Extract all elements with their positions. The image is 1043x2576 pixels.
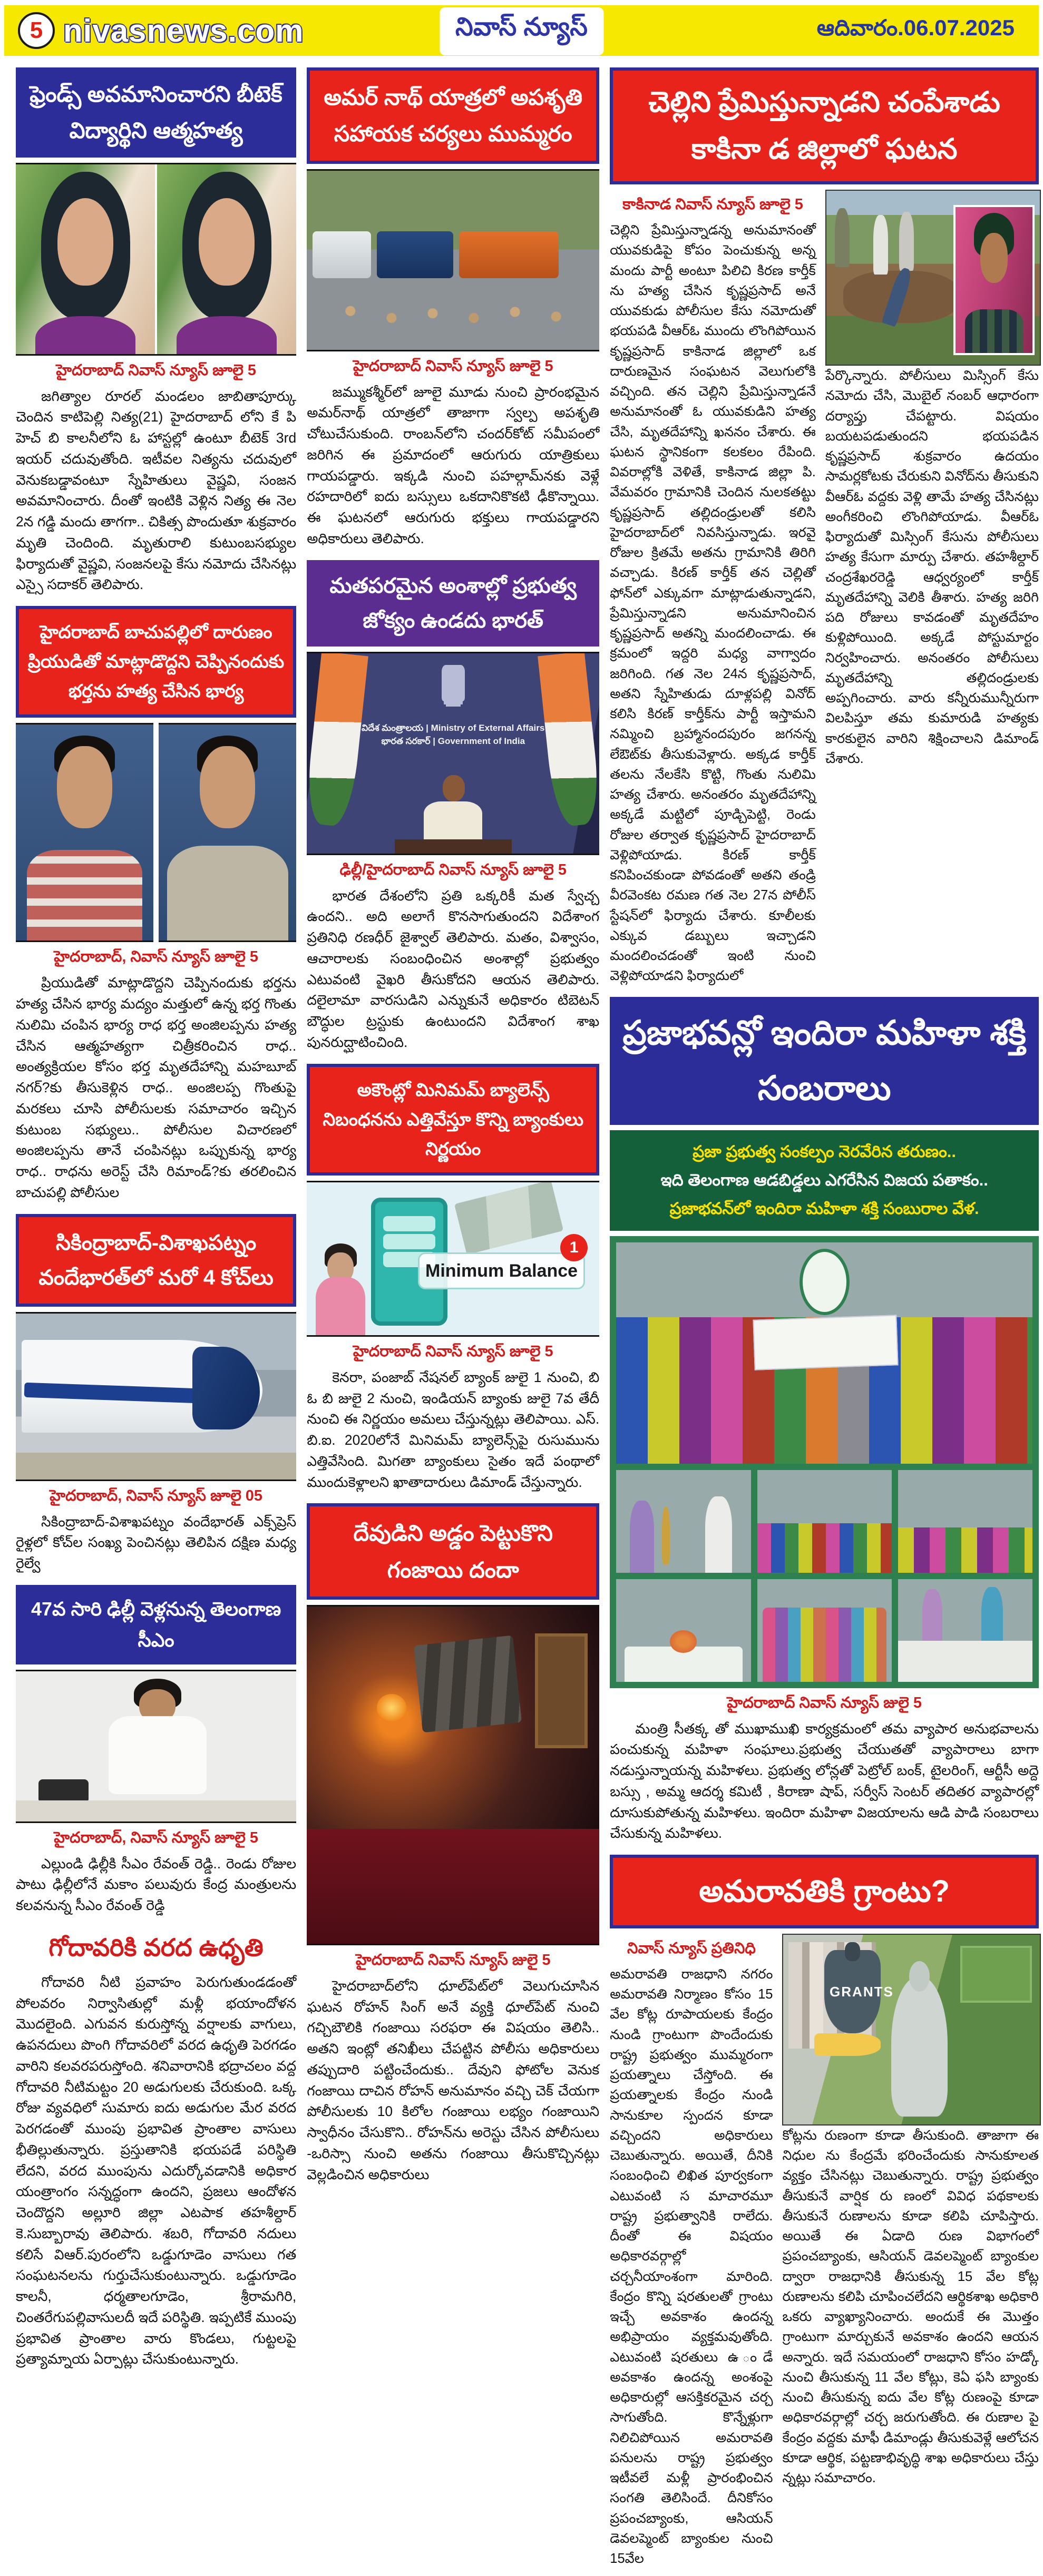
event-photo-collage <box>610 1236 1039 1688</box>
mea-caption-line1: విదేశ మంత్రాలయ | Ministry of External Affairs <box>362 722 545 733</box>
photo-shape <box>313 231 371 278</box>
article-body: ఎల్లుండి ఢిల్లీకి సీఎం రేవంత్ రెడ్డి.. రెండు రోజుల పాటు ఢిల్లీలోనే మకాం పలువురు కేంద్ర మంత్రులను కలవనున్న సీఎం రేవంత్ రెడ్డి <box>16 1855 297 1914</box>
article-amaravati-grant <box>610 1852 1039 2576</box>
india-emblem <box>442 665 465 701</box>
photo-shape <box>845 1942 860 1961</box>
article-body: హైదరాబాద్‌లోని ధూల్‌పేట్‌లో వెలుగుచూసిన ఘటన రోహన్ సింగ్ అనే వ్యక్తి ధూల్‌పేట్ నుంచి గచ్చిబౌలికి గంజాయి సరఫరా ఈ విషయం తెలిసి.. అతని ఇంట్లో తనిఖీలు చేపట్టిన పోలీసు అధికారులు తప్పుదారి పట్టించేందుకు.. దేవుని ఫోటోల వెనుక గంజాయి దాచిన రోహన్ అనుమానం వచ్చి చెక్ చేయగా పోలీసులకు 10 కిలోల గంజాయి లభ్యం గంజాయిని స్వాధీనం చేసుకొని.. రోహన్‌ను అరెస్టు చేసిన పోలీసులు -ఒరిస్సా నుంచి అతను గంజాయి తీసుకొచ్చినట్లు వెల్లడించిన అధికారులు <box>307 1977 600 2182</box>
photo-shape <box>763 1608 886 1681</box>
photo-shape <box>109 1716 207 1794</box>
photo-right-half <box>157 164 296 354</box>
amaravati-text-col2 <box>782 1934 1039 2576</box>
mea-backdrop-caption <box>359 721 547 748</box>
kakinada-article-columns <box>610 190 1039 994</box>
strap-line-2: ఇది తెలంగాణ ఆడబిడ్డలు ఎగరేసిన విజయ పతాకం.. <box>660 1171 988 1190</box>
photo-shape <box>316 1277 365 1335</box>
husband-photo <box>16 723 153 942</box>
headline-indira-mahila-shakti: ప్రజాభవన్లో ఇందిరా మహిళా శక్తి సంబరాలు <box>610 997 1039 1125</box>
article-vandebharat-coaches <box>16 1211 296 1582</box>
photo-shape <box>307 1829 599 1944</box>
group-photo <box>757 1579 892 1682</box>
dateline: హైదరాబాద్ నివాస్ న్యూస్ జులై 5 <box>355 1951 551 1968</box>
minimum-balance-graphic <box>307 1181 599 1337</box>
photo-shape <box>192 1347 260 1430</box>
article-body: గోదావరి నీటి ప్రవాహం పెరుగుతుండడంతో పోలవరం నిర్వాసితుల్లో మళ్లీ భయాందోళన మొదలైంది. ఎగువన కురుస్తోన్న వర్షాలకు వాగులు, ఉపనదులు పొంగి గోదావరిలో వరద ఉధృతి పెరగడం వారిని కలవరపరుస్తోంది. శనివారానికి భద్రాచలం వద్ద గోదావరి నీటిమట్టం 20 అడుగులకు చేరుకుంది. ఒక్క రోజు వ్యవధిలో సుమారు ఐదు అడుగుల మేర వరద పెరగడంతో ముంపు ప్రభావిత ప్రాంతాల వాసులు భీతిల్లుతున్నారు. ప్రస్తుతానికి భయపడే పరిస్థితి లేదని, వరద ముంపును ఎదుర్కోవడానికి అధికార యంత్రాంగం సన్నద్ధంగా ఉందని, ప్రజలు ఆందోళన చెందొద్దని అల్లూరి జిల్లా ఎటపాక తహశీల్దార్ కె.సుబ్బారావు తెలిపారు. శబరి, గోదావరి నదులు కలిసే విఆర్.పురంలోని ఒడ్డుగూడెం వాసులు గత సంఘటనలను గుర్తుచేసుకుంటున్నారు. ఒడ్డుగూడెం కాలనీ, ధర్మతాలగూడెం, శ్రీరామగిరి, చింతరేగుపల్లివాసులదీ ఇదే పరిస్థితి. ఇప్పటికే ముంపు ప్రభావిత ప్రాంతాల వారు కొండలు, గుట్టలపై ప్రత్యామ్నాయ ఏర్పాట్లు చేసుకుంటున్నారు. <box>16 1974 297 2367</box>
photo-shape <box>459 231 559 278</box>
grants-label: GRANTS <box>830 1984 894 2000</box>
article-body: భారత దేశంలోని ప్రతి ఒక్కరికీ మత స్వేచ్చ ఉందని.. అది అలాగే కొనసాగుతుందని విదేశాంగ ప్రతినిధి రణధీర్ జైశ్వాల్ తెలిపారు. మతం, విశ్వాసం, ఆచారాలకు సంబంధించిన అంశాల్లో ప్రభుత్వం ఎటువంటి వైఖరి తీసుకోదని ఆయన తెలిపారు. దలైలామా వారసుడిని ఎన్నుకునే అధికారం టిబెటన్ బౌద్ధుల ట్రస్టుకు ఉంటుందని విదేశాంగ శాఖ పునరుద్ఘాటించింది. <box>307 887 600 1050</box>
hand-shape <box>814 2033 881 2056</box>
pooja-room-photo <box>307 1605 599 1945</box>
photo-shape <box>980 233 1008 282</box>
article-godavari-flood <box>16 1924 296 2377</box>
photo-shape <box>57 746 112 828</box>
photo-shape <box>898 1527 1032 1573</box>
photo-shape <box>981 1587 1003 1649</box>
headline-cm-delhi: 47వ సారి ఢిల్లీ వెళ్లనున్న తెలంగాణ సీఎం <box>16 1585 296 1664</box>
photo-shape <box>16 1800 296 1821</box>
dateline: హైదరాబాద్ నివాస్ న్యూస్ జులై 5 <box>727 1694 922 1711</box>
article-mea-religion <box>307 557 599 1061</box>
vande-bharat-train-photo <box>16 1312 296 1481</box>
exhumation-photo <box>825 190 1041 366</box>
masthead <box>4 5 1039 56</box>
photo-shape <box>424 801 482 841</box>
left-column <box>16 64 296 2377</box>
headline-bachupally-murder: హైదరాబాద్ బాచుపల్లిలో దారుణం ప్రియుడితో మాట్లాడొద్దని చెప్పినందుకు భర్తను హత్య చేసిన భార్య <box>16 606 296 718</box>
buddha-statue-shape <box>891 1976 948 2117</box>
photo-shape <box>898 1641 1032 1682</box>
dateline: హైదరాబాద్ నివాస్ న్యూస్ జూలై 5 <box>353 357 553 375</box>
photo-shape <box>57 198 113 286</box>
photo-shape <box>377 231 453 278</box>
photo-shape <box>395 839 512 854</box>
dais-photo <box>616 1579 750 1682</box>
article-bachupally-murder <box>16 603 296 1211</box>
article-body-col1: అమరావతి రాజధాని నగరం అమరావతి నిర్మాణం కోసం 15 వేల కోట్ల రూపాయలకు కేంద్రం నుండి గ్రాంటుగా పొందేందుకు రాష్ట్ర ప్రభుత్వం ముమ్మరంగా ప్రయత్నాలు చేస్తోంది. ఈ ప్రయత్నాలకు కేంద్రం నుండి సానుకూల స్పందన కూడా వచ్చిందని అధికారులు చెబుతున్నారు. అయితే, దీనికి సంబంధించి లిఖిత పూర్వకంగా ఎటువంటి స మాచారమూ రాష్ట్ర ప్రభుత్వానికి రాలేదు. దీంతో ఈ విషయం అధికారవర్గాల్లో చర్చనీయాంశంగా మారింది. కేంద్రం కొన్ని షరతులతో గ్రాంటు ఇచ్చే అవకాశం ఉందన్న అభిప్రాయం వ్యక్తమవుతోంది. ఎటువంటి షరతులు ఉ ండే అవకాశం ఉందన్న అంశంపై అధికారుల్లో ఆసక్తికరమైన చర్చ సాగుతోంది. కొన్నేళ్లుగా నిలిచిపోయిన అమరావతి పనులను రాష్ట్ర ప్రభుత్వం ఇటీవలే మళ్లీ ప్రారంభించిన సంగతి తెలిసిందే. దీనికోసం ప్రపంచబ్యాంకు, ఆసియన్ డెవలప్మెంట్ బ్యాంకుల నుంచి 15వేల <box>610 1966 773 2567</box>
page-number: 5 <box>30 17 43 43</box>
photo-shape <box>199 198 255 286</box>
article-body-col1: చెల్లిని ప్రేమిస్తున్నాడన్న అనుమానంతో యువకుడిపై కోపం పెంచుకున్న అన్న మందు పార్టీ అంటూ పిలిచి కిరణ కార్తీక్ ను హత్య చేసిన కృష్ణప్రసాద్ అనే యువకుడు పోలీసుల కేసు నమోదుతో భయపడి వీఆర్ఓ ముందు లొంగిపోయిన కృష్ణప్రసాద్ కాకినాడ జిల్లాలో ఒక దారుణమైన సంఘటన వెలుగులోకి వచ్చింది. తన చెల్లిని ప్రేమిస్తున్నాడనే అనుమానంతో ఓ యువకుడిని హత్య చేసి, మృతదేహాన్ని ఖననం చేశారు. ఈ ఘటన స్థానికంగా కలకలం రేపింది. వివరాల్లోకి వెళితే, కాకినాడ జిల్లా పి. వేమవరం గ్రామానికి చెందిన నులకతట్టు కృష్ణప్రసాద్ తల్లిదండ్రులతో కలిసి హైదరాబాద్‌లో నివసిస్తున్నాడు. ఇరవై రోజుల క్రితమే అతను గ్రామానికి తిరిగి వచ్చాడు. కిరణ్ కార్తీక్ తన చెల్లితో ఫోన్‌లో ఎక్కువగా మాట్లాడుతున్నాడని, ప్రేమిస్తున్నాడని అనుమానించిన కృష్ణప్రసాద్ అతన్ని మందలించాడు. ఈ క్రమంలో ఇద్దరి మధ్య వాగ్వాదం జరిగింది. గత నెల 24న కృష్ణప్రసాద్, అతని స్నేహితుడు దూళ్లపల్లి వినోద్ కలిసి కిరణ్ కార్తీక్‌ను పార్టీ ఇస్తామని నమ్మించి బ్రహ్మానందపురం జగనన్న లేఔట్‌కు తీసుకువెళ్లారు. అక్కడ కార్తీక్ తలను నేలకేసి కొట్టి, గొంతు నులిమి హత్య చేశారు. అనంతరం మృతదేహాన్ని అక్కడే మట్టిలో పూడ్చిపెట్టి, రెండు రోజుల తర్వాత కృష్ణప్రసాద్ హైదరాబాద్ వెళ్లిపోయాడు. కిరణ్ కార్తీక్ కనిపించకుండా పోవడంతో అతని తండ్రి వీరవెంకట రమణ గత నెల 27న పోలీస్ స్టేషన్‌లో ఫిర్యాదు చేశారు. కూలీలకు ఎక్కువ డబ్బులు ఇచ్చాడని మందలించడంతో ఇంటి నుంచి వెళ్లిపోయాడని ఫిర్యాదులో <box>610 223 816 984</box>
collage-row-1 <box>616 1470 1032 1573</box>
article-body: సికింద్రాబాద్-విశాఖపట్నం వందేభారత్ ఎక్స్‌ప్రెస్ రైళ్లలో కోచ్‌ల సంఖ్య పెంచినట్లు తెలిపిన దక్షిణ మధ్య రైల్వే <box>16 1513 297 1572</box>
photo-shape <box>177 316 277 354</box>
site-name: nivasnews.com <box>63 13 304 48</box>
article-body-col2: పేర్కొన్నారు. పోలీసులు మిస్సింగ్ కేసు నమోదు చేసి, మొబైల్ నంబర్ ఆధారంగా దర్యాప్తు చేపట్టారు. విషయం బయటపడుతుందని భయపడిన కృష్ణప్రసాద్ శుక్రవారం ఉదయం సామర్లకోటకు చేరుకుని వినోద్‌ను తీసుకుని వీఆర్ఓ వద్దకు వెళ్లి తామే హత్య చేసినట్లు అంగీకరించి లొంగిపోయాడు. వీఆర్ఓ ఫిర్యాదుతో మిస్సింగ్ కేసును పోలీసులు హత్య కేసుగా మార్పు చేశారు. తహశీల్దార్ చంద్రశేఖరరెడ్డి ఆధ్వర్యంలో కార్తీక్ మృతదేహాన్ని వెలికి తీశారు. హత్య జరిగి పది రోజులు కావడంతో మృతదేహం కుళ్లిపోయింది. అక్కడే పోస్టుమార్టం నిర్వహించారు. అనంతరం పోలీసులు మృతదేహాన్ని తల్లిదండ్రులకు అప్పగించారు. వారు కన్నీరుమున్నీరుగా విలపిస్తూ తమ కుమారుడి హత్యకు కారకులైన వారిని శిక్షించాలని డిమాండ్ చేశారు. <box>825 368 1039 766</box>
photo-shape <box>873 215 888 274</box>
photo-shape <box>325 292 582 339</box>
article-body-col2: కోట్లను రుణంగా కూడా తీసుకుంది. తాజాగా ఈ నిధుల ను కేంద్రమే భరించేందుకు సానుకూలత వ్యక్తం చేసినట్లు చెబుతున్నారు. రాష్ట్ర ప్రభుత్వం తీసుకునే వార్షిక రు ణంలో వివిధ పథకాలకు తీసుకునే రుణాలను కూడా కలిపి చూపిస్తారు. అయితే ఈ ఏడాది రుణ విభాగంలో ప్రపంచబ్యాంకు, ఆసియన్ డెవలప్మెంట్ బ్యాంకుల ద్వారా రాజధానికి తీసుకున్న 15 వేల కోట్ల రుణాలను కలిపి చూపించలేదని ఆర్థికశాఖ అధికారి ఒకరు వ్యాఖ్యానించారు. అందుకే ఈ మొత్తం గ్రాంటుగా మార్చుకునే అవకాశం ఉందని ఆయన అన్నారు. ఇదే సమయంలో రాజధాని కోసం హడ్కో నుంచి తీసుకున్న 11 వేల కోట్లు, కెఏ ఫసి బ్యాంకు నుంచి తీసుకున్న ఐదు వేల కోట్ల రుణంపై కూడా అధికారవర్గాల్లో చర్చ జరుగుతోంది. ఈ రుణాల పై కేంద్రం వద్దకు మాఫీ డిమాండ్లు తీసుకువెళ్లే ఆలోచన కూడా ఆర్థిక, పట్టణాభివృద్ధి శాఖ అధికారులు చేస్తు న్నట్లు సమాచారం. <box>782 2128 1039 2486</box>
edition-date: ఆదివారం.06.07.2025 <box>816 15 1015 40</box>
dateline: హైదరాబాద్ నివాస్ న్యూస్ జూలై 5 <box>353 1343 553 1360</box>
photo-shape <box>705 1496 732 1572</box>
mea-spokesperson-photo <box>307 652 599 855</box>
masthead-logo-text: నివాస్ న్యూస్ <box>455 13 588 41</box>
event-strap-box <box>610 1130 1039 1231</box>
photo-shape <box>38 1779 89 1804</box>
currency-note-illustration <box>454 1181 563 1255</box>
headline-vandebharat: సికింద్రాబాద్-విశాఖపట్నం వందేభారత్‌లో మరో 4 కోచ్‌లు <box>16 1214 296 1307</box>
page-number-badge <box>18 12 55 49</box>
middle-column <box>307 64 599 2192</box>
cm-photo <box>16 1670 296 1823</box>
stall-visit-photo <box>898 1579 1032 1682</box>
article-body: జమ్ముకశ్మీర్‌లో జూలై మూడు నుంచి ప్రారంభమైన అమర్‌నాథ్ యాత్రలో తాజాగా స్వల్ప అపశృతి చోటుచేసుకుంది. రాంబన్‌లోని చందర్‌కోట్ సమీపంలో జరిగిన ఈ ప్రమాదంలో ఆరుగురు యాత్రికులు గాయపడ్డారు. ఇక్కడి నుంచి పహల్గామ్‌నకు వెళ్లే రహదారిలో ఐదు బస్సులు ఒకదానికొకటి ఢీకొన్నాయి. ఈ ఘటనలో ఆరుగురు భక్తులు గాయపడ్డారని అధికారులు తెలిపారు. <box>307 384 600 546</box>
headline-mea: మతపరమైన అంశాల్లో ప్రభుత్వ జోక్యం ఉండదు భారత్ <box>307 560 599 647</box>
dateline: హైదరాబాద్ నివాస్ న్యూస్ జూలై 5 <box>56 361 256 379</box>
photo-shape <box>27 850 142 941</box>
photo-left-half <box>16 164 155 354</box>
headline-godavari-flood: గోదావరికి వరద ఉధృతి <box>48 1933 264 1961</box>
photo-shape <box>535 1633 588 1748</box>
right-column <box>610 64 1039 2576</box>
dateline: హైదరాబాద్, నివాస్ న్యూస్ జూలై 5 <box>54 948 259 966</box>
collage-row-2 <box>616 1579 1032 1682</box>
headline-kakinada-murder: చెల్లిని ప్రేమిస్తున్నాడని చంపేశాడు కాకినా డ జిల్లాలో ఘటన <box>610 67 1039 184</box>
amarnath-buses-photo <box>307 169 599 351</box>
lamp-lighting-photo <box>616 1470 750 1573</box>
strap-line-3: ప్రజాభవన్‌లో ఇందిరా మహిళా శక్తి సంబురాల వేళ. <box>669 1199 979 1218</box>
photo-shape <box>200 746 255 828</box>
kakinada-text-col2 <box>825 190 1039 994</box>
article-btech-suicide <box>16 64 296 603</box>
dateline: హైదరాబాద్, నివాస్ న్యూస్ జూలై 05 <box>50 1487 263 1504</box>
article-minimum-balance <box>307 1061 599 1501</box>
photo-shape <box>167 846 288 941</box>
minimum-balance-label: Minimum Balance <box>418 1252 585 1289</box>
photo-shape <box>414 1635 522 1733</box>
article-indira-mahila-shakti <box>610 994 1039 1852</box>
article-ganja-racket <box>307 1500 599 2192</box>
photo-shape <box>909 1961 930 1992</box>
photo-shape <box>16 1453 296 1479</box>
audience-photo-1 <box>757 1470 892 1573</box>
india-flag-right <box>538 652 600 828</box>
amaravati-text-col1 <box>610 1934 773 2576</box>
dateline: కాకినాడ నివాస్ న్యూస్ జూలై 5 <box>622 196 803 213</box>
dateline: హైదరాబాద్, నివాస్ న్యూస్ జూలై 5 <box>54 1829 259 1846</box>
article-body: ప్రియుడితో మాట్లాడొద్దని చెప్పినందుకు భర్తను హత్య చేసిన భార్య మద్యం మత్తులో ఉన్న భర్త గొంతు నులిమి చంపిన భార్య రాధ భర్త అంజిలప్పను హత్య చేసిన ఆత్మహత్యగా చిత్రీకరించిన రాధ.. అంత్యక్రియల కోసం భర్త మృతదేహాన్ని మహబూబ్ నగర్?కు తీసుకెళ్లిన రాధ.. అంజిలప్ప గొంతుపై మరకలు చూసి పోలీసులకు సమాచారం ఇచ్చిన కుటుంబ సభ్యులు.. పోలీసుల విచారణలో అంజిలప్పను తానే చంపినట్లు ఒప్పుకున్న భార్య రాధ.. రాధను అరెస్ట్ చేసి రిమాండ్?కు తరలించిన బాచుపల్లి పోలీసుల <box>16 975 297 1200</box>
cheque-shape <box>753 1315 898 1371</box>
notification-badge: 1 <box>560 1234 588 1261</box>
headline-amarnath: అమర్ నాథ్ యాత్రలో అపశృతి సహాయక చర్యలు ముమ్మరం <box>307 67 599 164</box>
headline-amaravati-grant: అమరావతికి గ్రాంటు? <box>610 1855 1039 1928</box>
article-body: మంత్రి సీతక్క తో ముఖాముఖి కార్యక్రమంలో తమ వ్యాపార అనుభవాలను పంచుకున్న మహిళా సంఘాలు.ప్రభుత్వ చేయుతతో వ్యాపారాలు బాగా నడుస్తున్నాయన్న మహిళలు. ప్రభుత్వ లోన్లతో పెట్రోల్ బంక్, టైలరింగ్, ఆర్టీసీ అద్దె బస్సు , అమ్మ ఆదర్శ కమిటీ , కిరాణా షాప్, సర్వీస్ సెంటర్ తదితర వ్యాపారల్లో దూసుకుపోతున్న మహిళలు. ఇందిరా మహిళా విజయాలను ఆడి పాడి సంబరాలు చేసుకున్న మహిళలు. <box>610 1720 1039 1842</box>
article-cm-delhi-visit <box>16 1582 296 1924</box>
photo-shape <box>35 316 135 354</box>
headline-ganja: దేవుడిని అడ్డం పెట్టుకొని గంజాయి దందా <box>307 1503 599 1600</box>
cheque-presentation-photo <box>616 1242 1032 1464</box>
photo-shape <box>965 309 1023 353</box>
strap-line-1: ప్రజా ప్రభుత్వ సంకల్పం నెరవేరిన తరుణం.. <box>693 1142 957 1161</box>
photo-shape <box>960 1946 1032 2003</box>
photo-shape <box>899 212 914 271</box>
article-body: కెనరా, పంజాబ్ నేషనల్ బ్యాంక్ జులై 1 నుంచి, బి ఓ బి జులై 2 నుంచి, ఇండియన్ బ్యాంకు జులై 7వ తేదీ నుంచి ఈ నిర్ణయం అమలు చేస్తున్నట్లు తెలిపాయి. ఎస్. బి.ఐ. 2020లోనే మినిమమ్ బ్యాలెన్స్‌పై రుసుమును ఎత్తివేసింది. మిగతా బ్యాంకులు సైతం ఇదే పంథాలో ముందుకెళ్లాలని ఖాతాదారులు డిమాండ్ చేస్తున్నారు. <box>307 1369 600 1490</box>
photo-shape <box>383 1216 436 1231</box>
masthead-logo <box>440 7 603 55</box>
page-columns <box>0 56 1043 2576</box>
amaravati-article-columns <box>610 1934 1039 2576</box>
dateline: నివాస్ న్యూస్ ప్రతినిధి <box>627 1940 756 1957</box>
headline-btech-suicide: ఫ్రెండ్స్ అవమానించారని బీటెక్ విద్యార్థిని ఆత్మహత్య <box>16 67 296 158</box>
article-body: జగిత్యాల రూరల్ మండలం జాబితాపూర్కు చెందిన కాటిపెల్లి నిత్య(21) హైదరాబాద్ లోని కే పి హెచ్ బి కాలనీలోని ఓ హాస్టల్లో ఉంటూ బీటెక్ 3rd ఇయర్ చదువుతోంది. ఇటీవల నిత్యను చదువులో వెనుకబడ్డావంటూ స్నేహితులు వైష్ణవి, సంజన అవమానించారు. దీంతో ఇంటికి వెళ్లిన నిత్య ఈ నెల 2న గడ్డి మందు తాగగా.. చికిత్స పొందుతూ శుక్రవారం మృతి చెందింది. మృతురాలి కుటుంబసభ్యుల ఫిర్యాదుతో వైష్ణవి, సంజనలపై కేసు నమోదు చేసినట్లు ఎస్సై సదాకర్ తెలిపారు. <box>16 388 297 593</box>
photo-shape <box>630 1501 654 1573</box>
photo-shape <box>443 775 465 801</box>
photo-shape <box>922 1589 942 1649</box>
audience-photo-2 <box>898 1470 1032 1573</box>
couple-photos <box>16 723 296 942</box>
wife-photo <box>159 723 296 942</box>
photo-shape <box>757 1523 892 1573</box>
event-logo <box>800 1249 850 1315</box>
article-kakinada-murder <box>610 64 1039 994</box>
victim-inset-portrait <box>953 205 1035 355</box>
kakinada-text-col1 <box>610 190 816 994</box>
amaravati-grants-photo <box>782 1934 1041 2126</box>
headline-minimum-balance: అకౌంట్లో మినిమమ్ బ్యాలెన్స్ నిబంధనను ఎత్తివేస్తూ కొన్ని బ్యాంకులు నిర్ణయం <box>307 1064 599 1176</box>
photo-shape <box>662 1507 670 1564</box>
article-amarnath-yatra <box>307 64 599 557</box>
lamp-flame <box>377 1694 406 1721</box>
photo-shape <box>835 208 850 267</box>
dateline: ఢిల్లీ/హైదరాబాద్ నివాస్ న్యూస్ జూలై 5 <box>339 861 567 878</box>
student-portrait-photo <box>16 163 296 356</box>
mea-caption-line2: భారత సరకార్ | Government of India <box>381 736 525 747</box>
